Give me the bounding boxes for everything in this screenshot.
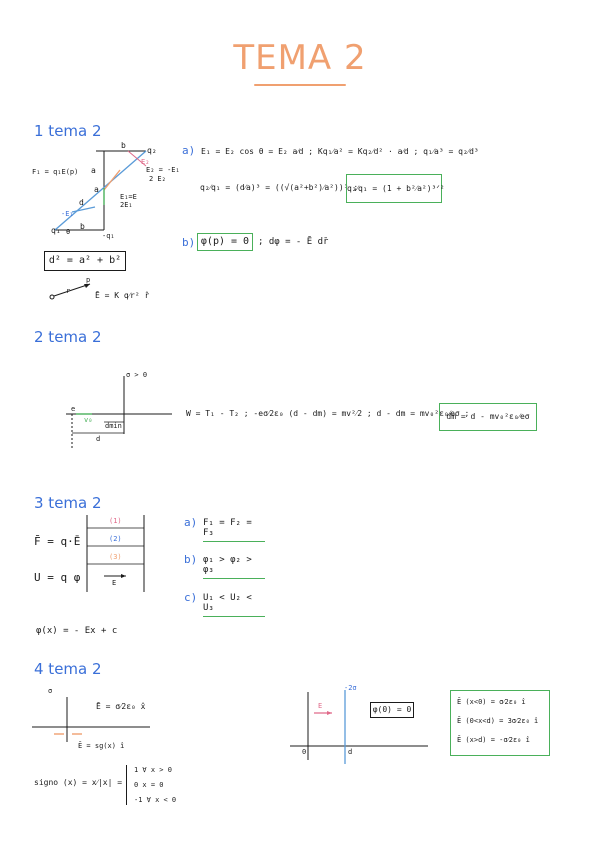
part-1a-label: a) xyxy=(182,144,196,157)
part-3b-answer: φ₁ > φ₂ > φ₃ xyxy=(203,555,265,579)
part-1a-line1: E₁ = E₂ cos θ = E₂ a⁄d ; Kq₁⁄a² = Kq₂⁄d² · a⁄d ; q₁⁄a³ = q₂⁄d³ xyxy=(201,147,479,156)
d-distance-label: d xyxy=(96,435,101,443)
q2-label: q₂ xyxy=(147,146,157,155)
part-3b-label: b) xyxy=(184,553,198,566)
page-title: TEMA 2 xyxy=(233,38,367,78)
part-1a-result: q₂⁄q₁ = (1 + b²⁄a²)³ᐟ² xyxy=(346,174,442,203)
result-x-beyond: Ē (x>d) = -σ⁄2ε₀ î xyxy=(457,736,530,744)
part-3c-label: c) xyxy=(184,591,198,604)
phi-zero-box: φ(0) = 0 xyxy=(370,702,414,718)
e-field-equation: Ē = σ⁄2ε₀ x̂ xyxy=(96,702,146,711)
theta-label: θ xyxy=(66,228,71,236)
r-label: r xyxy=(66,287,71,295)
v0-label: v₀ xyxy=(84,416,93,424)
q1-label: q₁ xyxy=(51,226,61,235)
neg-e1-label: -E₁ xyxy=(61,210,74,218)
section-4-heading: 4 tema 2 xyxy=(34,660,102,678)
section-1-heading: 1 tema 2 xyxy=(34,122,102,140)
small-e-label: E xyxy=(318,702,323,710)
e-sign-equation: Ē = sg(x) î xyxy=(78,742,125,750)
section-4-results-box xyxy=(450,690,550,756)
e2-eq: E₂ = -E₁ xyxy=(146,166,180,174)
part-1a-line2: q₂⁄q₁ = (d⁄a)³ = ((√(a²+b²)⁄a²))³ ; xyxy=(200,183,359,192)
part-3a-answer: F₁ = F₂ = F₃ xyxy=(203,518,265,542)
case-positive: 1 ∀ x > 0 xyxy=(134,766,172,774)
force-equation: F̄ = q·Ē xyxy=(34,535,81,548)
a-mid-label: a xyxy=(94,185,99,194)
sigma-plate-label: σ xyxy=(48,687,53,695)
case-negative: -1 ∀ x < 0 xyxy=(134,796,177,804)
part-3c-answer: U₁ < U₂ < U₃ xyxy=(203,593,265,617)
result-x-between: Ē (0<x<d) = 3σ⁄2ε₀ î xyxy=(457,717,539,725)
part-1b-rest: ; dφ = - Ē dr̄ xyxy=(258,237,329,247)
dmin-label: dmin xyxy=(105,422,122,430)
part-3a-label: a) xyxy=(184,516,198,529)
f1-label: F₁ = q₁E(p) xyxy=(32,168,79,176)
section-2-heading: 2 tema 2 xyxy=(34,328,102,346)
electron-label: e xyxy=(71,405,76,413)
signo-definition: signo (x) = x⁄|x| = xyxy=(34,778,123,787)
energy-equation: U = q φ xyxy=(34,571,81,584)
section-2-result: dm = d - mv₀²ε₀⁄eσ xyxy=(439,403,537,431)
e1-sub: 2E₁ xyxy=(120,201,133,209)
neg-q1-label: -q₁ xyxy=(102,232,115,240)
a-label: a xyxy=(91,166,96,175)
d-position-label: d xyxy=(348,748,353,756)
part-1b-label: b) xyxy=(182,236,196,249)
section-2-equation: W = T₁ - T₂ ; -eσ⁄2ε₀ (d - dm) = mv²⁄2 ; d - dm = mv₀²ε₀⁄eσ ; xyxy=(186,409,470,418)
e2-eq-b: 2 E₂ xyxy=(149,175,166,183)
phi-x-equation: φ(x) = - Ex + c xyxy=(36,626,118,636)
result-x-negative: Ē (x<0) = σ⁄2ε₀ î xyxy=(457,698,526,706)
e2-label: E₂ xyxy=(141,158,150,166)
e-vector-formula: Ē = K q⁄r² r̂ xyxy=(95,291,150,300)
b-bottom-label: b xyxy=(80,222,85,231)
d-label: d xyxy=(79,198,84,207)
section-3-heading: 3 tema 2 xyxy=(34,494,102,512)
d-squared-box: d² = a² + b² xyxy=(44,251,126,271)
b-top-label: b xyxy=(121,141,126,150)
minus-2sigma-label: -2σ xyxy=(344,684,357,692)
case-zero: 0 x = 0 xyxy=(134,781,164,789)
region-2-label: (2) xyxy=(109,535,122,543)
region-3-label: (3) xyxy=(109,553,122,561)
e-field-label: E xyxy=(112,579,117,587)
region-1-label: (1) xyxy=(109,517,122,525)
sigma-label: σ > 0 xyxy=(126,371,148,379)
small-e-arrowhead xyxy=(327,711,332,715)
part-1b-box: φ(p) = 0 xyxy=(197,233,253,251)
p-label: p xyxy=(86,276,91,284)
origin-zero-label: 0 xyxy=(302,748,307,756)
e1-eq: E₁=E xyxy=(120,193,137,201)
